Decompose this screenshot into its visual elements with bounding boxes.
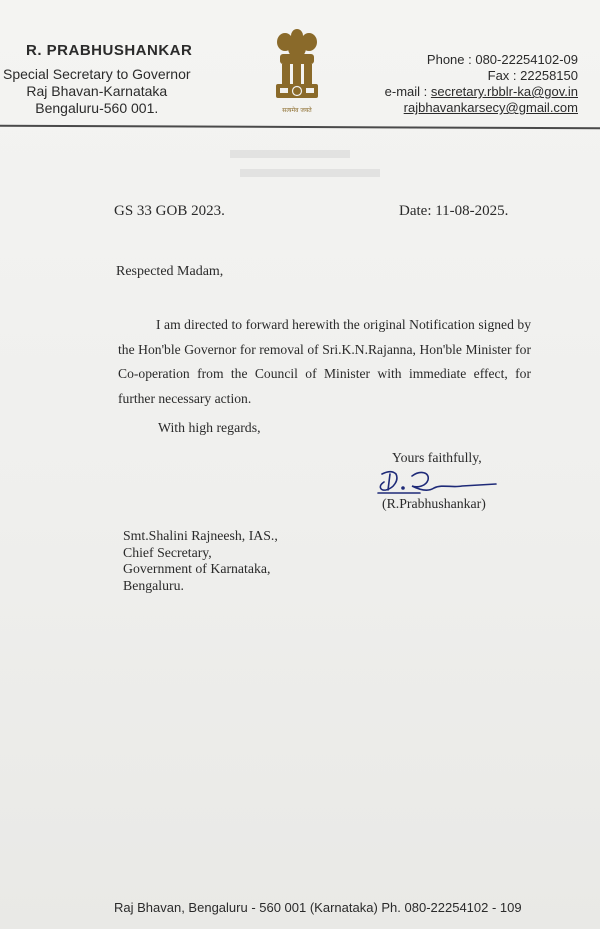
national-emblem-icon: [268, 26, 326, 118]
yours-faithfully: Yours faithfully,: [392, 450, 482, 465]
reference-number: GS 33 GOB 2023.: [114, 203, 225, 219]
designation-line: Special Secretary to Governor: [3, 66, 191, 82]
emblem-caption: सत्यमेव जयते: [282, 107, 312, 114]
sender-designation-block: [3, 66, 191, 117]
addressee-org: Government of Karnataka,: [123, 561, 271, 576]
sender-name: R. PRABHUSHANKAR: [26, 42, 193, 59]
email-label: e-mail :: [384, 84, 431, 99]
letter-date: Date: 11-08-2025.: [399, 203, 509, 219]
closing-regards: With high regards,: [158, 420, 261, 435]
salutation: Respected Madam,: [116, 264, 224, 279]
addressee-name: Smt.Shalini Rajneesh, IAS.,: [123, 528, 278, 543]
addressee-title: Chief Secretary,: [123, 544, 212, 560]
email-link-secondary[interactable]: rajbhavankarsecy@gmail.com: [403, 100, 578, 115]
body-paragraph: I am directed to forward herewith the original Notification signed by the Hon'ble Governor for removal of Sri.K.N.Rajanna, Hon'ble Minister for Co-operation from the Council of Minister with immediate effect, for further necessary action.: [118, 317, 531, 406]
contact-block: [385, 52, 578, 116]
show-through-shadow: [230, 145, 380, 185]
footer-address: Raj Bhavan, Bengaluru - 560 001 (Karnataka) Ph. 080-22254102 - 109: [114, 900, 522, 915]
letter-body: [118, 313, 531, 411]
addressee-block: [123, 528, 278, 594]
fax: Fax : 22258150: [487, 68, 578, 83]
signatory-name: (R.Prabhushankar): [382, 496, 486, 511]
addressee-city: Bengaluru.: [123, 577, 184, 593]
handwritten-signature: [372, 466, 502, 500]
phone: Phone : 080-22254102-09: [426, 52, 578, 67]
email-link[interactable]: secretary.rbblr-ka@gov.in: [430, 84, 578, 99]
city-line: Bengaluru-560 001.: [35, 100, 159, 116]
letterhead-divider: [0, 125, 600, 130]
email-line: [385, 84, 578, 100]
office-line: Raj Bhavan-Karnataka: [26, 83, 168, 99]
